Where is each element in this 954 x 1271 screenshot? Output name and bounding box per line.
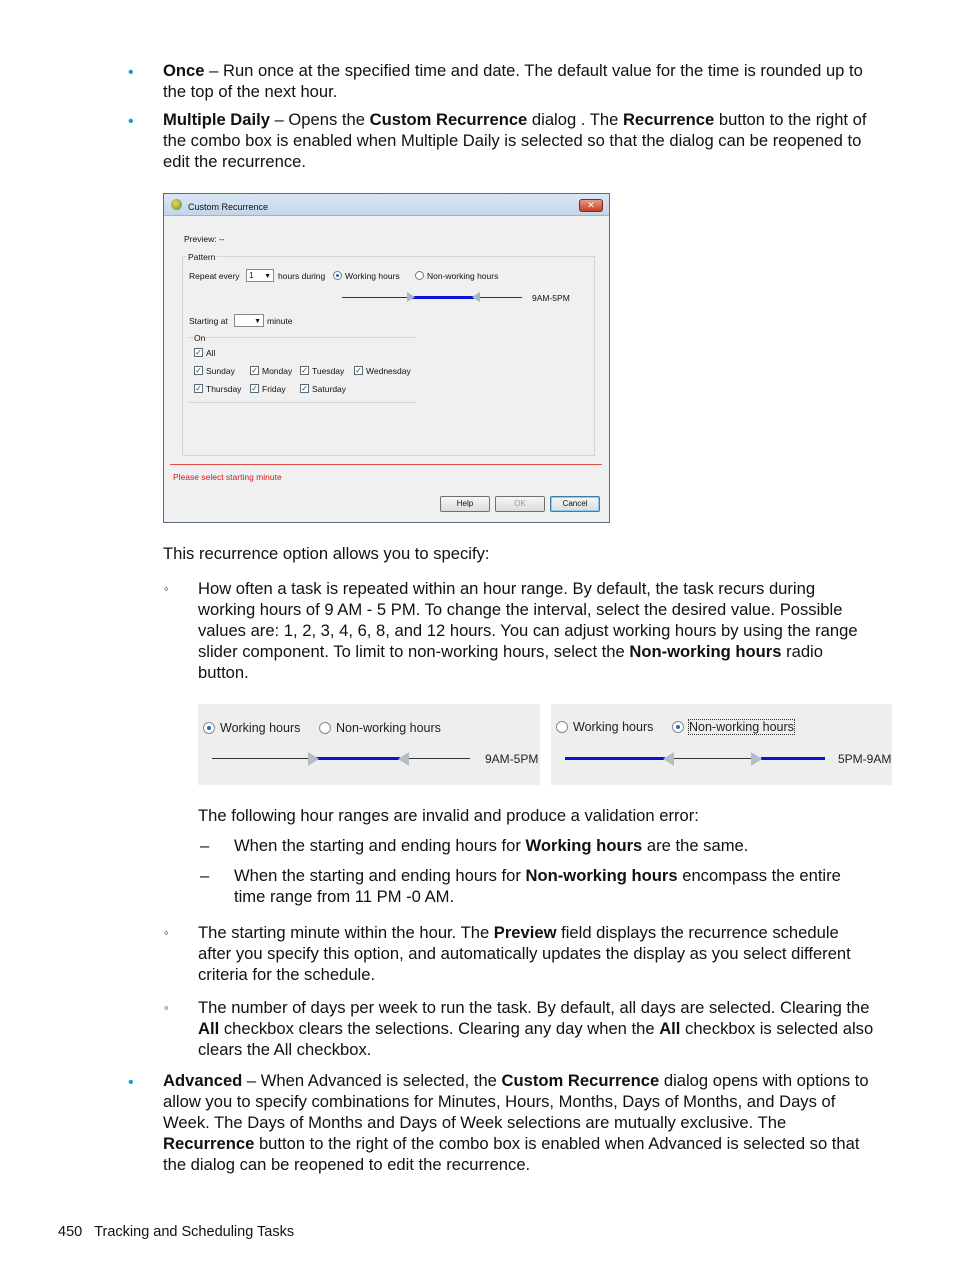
repeat-every-label: Repeat every: [189, 271, 240, 281]
help-button[interactable]: Help: [440, 496, 490, 512]
slider-range: [412, 296, 474, 299]
bullet-multiple-daily: [163, 109, 873, 172]
slider-end-handle[interactable]: [751, 752, 762, 766]
page-footer: [58, 1222, 294, 1243]
slider-range-left: [565, 757, 665, 760]
friday-checkbox[interactable]: ✓: [251, 384, 258, 393]
bold-text: All: [659, 1019, 681, 1038]
app-icon: [171, 199, 182, 210]
bold-text: Non-working hours: [629, 642, 782, 661]
dialog-titlebar: [164, 194, 609, 216]
page-number: 450: [58, 1224, 83, 1240]
bold-text: Preview: [493, 923, 557, 942]
working-hours-radio[interactable]: [333, 271, 342, 280]
text: checkbox clears the selections. Clearing any day when the: [219, 1019, 660, 1038]
wednesday-checkbox[interactable]: ✓: [355, 366, 362, 375]
sunday-checkbox[interactable]: ✓: [195, 366, 202, 375]
dialog-title: Custom Recurrence: [188, 202, 269, 212]
sub-bullet-starting-minute: [198, 922, 874, 985]
text: are the same.: [642, 836, 749, 855]
working-hours-radio[interactable]: [203, 722, 215, 734]
ok-button[interactable]: OK: [495, 496, 545, 512]
text: checkbox is selected also clears the All checkbox.: [198, 1019, 874, 1059]
text: When the starting and ending hours for: [234, 866, 526, 885]
thursday-label: Thursday: [206, 384, 242, 394]
all-checkbox[interactable]: ✓: [195, 348, 202, 357]
text: – Opens the: [269, 110, 370, 129]
bullet-marker: •: [128, 1074, 134, 1091]
slider-start-handle[interactable]: [663, 752, 674, 766]
working-hours-radio[interactable]: [556, 721, 568, 733]
text: radio button.: [198, 642, 823, 682]
text: button to the right of the combo box is enabled when Advanced is selected so that the dialog can be reopened to edit the recurrence.: [163, 1134, 860, 1174]
once-text: – Run once at the specified time and date. The default value for the time is rounded up to the top of the next hour.: [163, 61, 863, 101]
friday-label: Friday: [262, 384, 286, 394]
text: dialog opens with options to allow you to specify combinations for Minutes, Hours, Months, Days of Months, and Days of Week. The Days of Months and Days of Week selections are mutually exclusive. The: [163, 1071, 869, 1132]
cancel-button[interactable]: Cancel: [550, 496, 600, 512]
saturday-label: Saturday: [312, 384, 347, 394]
slider-range-right: [761, 757, 825, 760]
slider-end-handle[interactable]: [472, 292, 480, 302]
text: How often a task is repeated within an hour range. By default, the task recurs during working hours of 9 AM - 5 PM. To change the interval, select the desired value. Possible values are: 1, 2, 3, 4, 6, 8, and 12 hours. You can adjust working hours by using the range slider component. To limit to non-working hours, select the: [198, 579, 858, 661]
non-working-hours-label: Non-working hours: [427, 271, 499, 281]
bold-text: Recurrence: [622, 110, 715, 129]
sub-bullet-marker: ◦: [164, 1000, 169, 1015]
dash-item-working: [234, 835, 874, 856]
text: When the starting and ending hours for: [234, 836, 526, 855]
text: The number of days per week to run the task. By default, all days are selected. Clearing the: [198, 998, 870, 1017]
text: The starting minute within the hour. The: [198, 923, 494, 942]
pattern-label: Pattern: [188, 252, 216, 262]
non-working-hours-radio[interactable]: [415, 271, 424, 280]
sub-bullet-days: [198, 997, 874, 1060]
starting-minute-combo[interactable]: [234, 314, 264, 327]
bold-text: Working hours: [525, 836, 643, 855]
bullet-once: [163, 60, 873, 102]
repeat-value: 1: [249, 271, 254, 280]
non-working-hours-label: Non-working hours: [689, 720, 794, 734]
tuesday-label: Tuesday: [312, 366, 345, 376]
slider-start-handle[interactable]: [308, 752, 319, 766]
range-label: 9AM-5PM: [532, 293, 570, 303]
range-label: 9AM-5PM: [485, 752, 539, 766]
text: button to the right of the combo box is enabled when Multiple Daily is selected so that the dialog can be reopened to edit the recurrence.: [163, 110, 867, 171]
wednesday-label: Wednesday: [366, 366, 411, 376]
preview-label: Preview: --: [184, 234, 225, 244]
chevron-down-icon: ▼: [264, 273, 271, 280]
term-advanced: Advanced: [163, 1071, 243, 1090]
hours-during-label: hours during: [278, 271, 326, 281]
bold-text: Recurrence: [163, 1134, 255, 1153]
text: encompass the entire time range from 11 PM -0 AM.: [234, 866, 841, 906]
custom-recurrence-dialog: [163, 193, 610, 523]
text: – When Advanced is selected, the: [242, 1071, 502, 1090]
starting-at-label: Starting at: [189, 316, 228, 326]
on-label: On: [194, 333, 206, 343]
slider-start-handle[interactable]: [407, 292, 415, 302]
bullet-marker: •: [128, 64, 134, 81]
intro-text: This recurrence option allows you to specify:: [163, 544, 490, 563]
slider-range: [314, 757, 400, 760]
thursday-checkbox[interactable]: ✓: [195, 384, 202, 393]
error-message: Please select starting minute: [173, 472, 282, 482]
chevron-down-icon: ▼: [254, 318, 261, 325]
working-hours-label: Working hours: [220, 721, 301, 735]
section-title: Tracking and Scheduling Tasks: [94, 1224, 295, 1240]
range-label: 5PM-9AM: [838, 752, 892, 766]
monday-checkbox[interactable]: ✓: [251, 366, 258, 375]
term-once: Once: [163, 61, 205, 80]
term-multiple-daily: Multiple Daily: [163, 110, 270, 129]
working-hours-label: Working hours: [345, 271, 400, 281]
non-working-hours-label: Non-working hours: [336, 721, 441, 735]
sub-bullet-marker: ◦: [164, 925, 169, 940]
bold-text: All: [198, 1019, 220, 1038]
non-working-hours-radio[interactable]: [672, 721, 684, 733]
close-icon[interactable]: ✕: [579, 199, 603, 212]
non-working-hours-slider-panel: [551, 704, 892, 785]
dash-marker: –: [200, 866, 210, 885]
text: field displays the recurrence schedule after you specify this option, and automatically updates the display as you select different criteria for the schedule.: [198, 923, 851, 984]
working-hours-slider-panel: [198, 704, 540, 785]
sub-bullet-marker: ◦: [164, 581, 169, 596]
sunday-label: Sunday: [206, 366, 235, 376]
text: dialog . The: [527, 110, 623, 129]
bold-text: Custom Recurrence: [501, 1071, 660, 1090]
working-hours-label: Working hours: [573, 720, 654, 734]
repeat-every-combo[interactable]: [246, 269, 274, 282]
bullet-advanced: [163, 1070, 873, 1175]
tuesday-checkbox[interactable]: ✓: [301, 366, 308, 375]
slider-end-handle[interactable]: [398, 752, 409, 766]
bold-text: Non-working hours: [525, 866, 678, 885]
monday-label: Monday: [262, 366, 293, 376]
all-label: All: [206, 348, 216, 358]
dash-marker: –: [200, 836, 210, 855]
minute-label: minute: [267, 316, 293, 326]
non-working-hours-radio[interactable]: [319, 722, 331, 734]
saturday-checkbox[interactable]: ✓: [301, 384, 308, 393]
invalid-intro: The following hour ranges are invalid and produce a validation error:: [198, 806, 699, 825]
error-divider: [170, 464, 602, 465]
bullet-marker: •: [128, 113, 134, 130]
sub-bullet-interval: [198, 578, 874, 683]
dash-item-non-working: [234, 865, 874, 907]
bold-text: Custom Recurrence: [369, 110, 528, 129]
